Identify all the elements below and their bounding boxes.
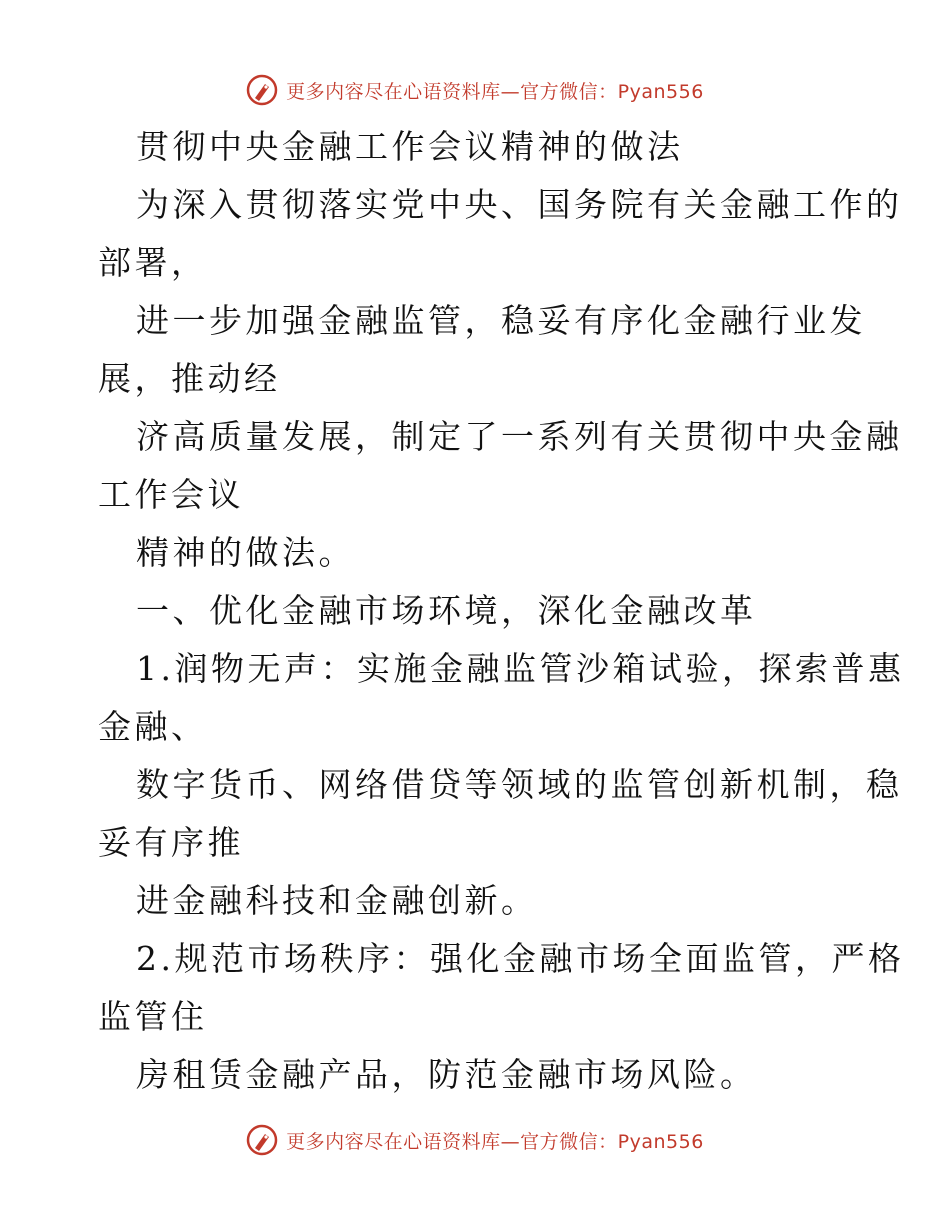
section-heading: 一、优化金融市场环境，深化金融改革 xyxy=(136,591,757,630)
paragraph-line: 工作会议 xyxy=(98,475,244,514)
paragraph-line: 部署， xyxy=(98,243,208,282)
header-banner xyxy=(0,70,950,110)
list-item-line: 1.润物无声：实施金融监管沙箱试验，探索普惠 xyxy=(136,649,905,688)
list-item-line: 妥有序推 xyxy=(98,823,244,862)
list-item-line: 进金融科技和金融创新。 xyxy=(136,881,538,920)
header-banner-text: 更多内容尽在心语资料库—官方微信：Pyan556 xyxy=(286,80,704,103)
footer-banner-text: 更多内容尽在心语资料库—官方微信：Pyan556 xyxy=(286,1130,704,1153)
paragraph-line: 精神的做法。 xyxy=(136,533,355,572)
document-title: 贯彻中央金融工作会议精神的做法 xyxy=(136,127,684,166)
list-item-line: 金融、 xyxy=(98,707,208,746)
paragraph-line: 进一步加强金融监管，稳妥有序化金融行业发 xyxy=(136,301,866,340)
list-item-line: 监管住 xyxy=(98,997,208,1036)
list-item-line: 数字货币、网络借贷等领域的监管创新机制，稳 xyxy=(136,765,903,804)
list-item-line: 房租赁金融产品，防范金融市场风险。 xyxy=(136,1055,757,1094)
document-body xyxy=(98,118,905,1104)
paragraph-line: 济高质量发展，制定了一系列有关贯彻中央金融 xyxy=(136,417,903,456)
list-item-line: 2.规范市场秩序：强化金融市场全面监管，严格 xyxy=(136,939,905,978)
pen-nib-logo-icon xyxy=(246,1124,278,1156)
paragraph-line: 为深入贯彻落实党中央、国务院有关金融工作的 xyxy=(136,185,903,224)
footer-banner xyxy=(0,1120,950,1160)
pen-nib-logo-icon xyxy=(246,74,278,106)
paragraph-line: 展，推动经 xyxy=(98,359,281,398)
